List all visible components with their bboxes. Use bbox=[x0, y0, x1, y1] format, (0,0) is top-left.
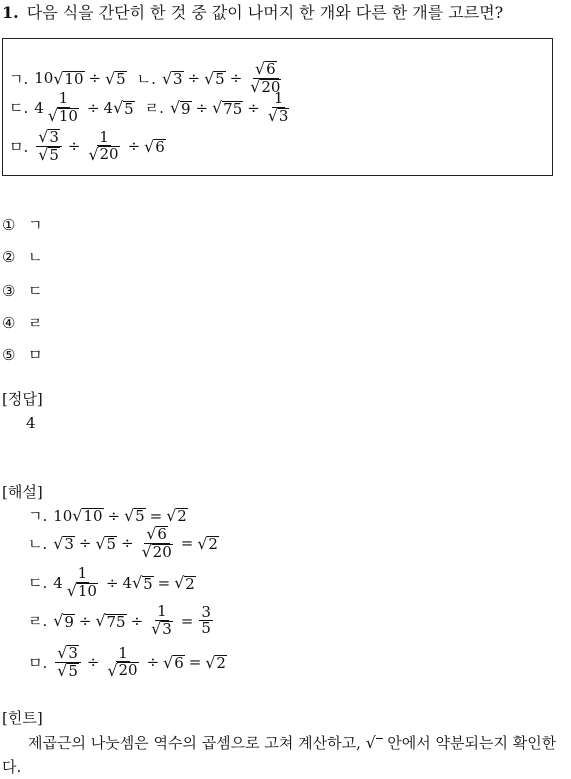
solution-row-4 bbox=[28, 604, 215, 638]
expr-d: √ 9 ÷ √ 75 ÷ 1 √ 3 bbox=[169, 89, 289, 125]
solution-row-5 bbox=[28, 645, 227, 680]
choice-5[interactable] bbox=[2, 344, 43, 365]
solution-expr-d: √ 9 ÷ √ 75 ÷ 1 √ 3 = $\frac{3}{5}$ bbox=[53, 602, 211, 638]
solution-label-4: ㄹ. bbox=[28, 612, 48, 631]
answer-value: 4 bbox=[26, 414, 36, 432]
choice-1[interactable] bbox=[2, 214, 43, 235]
choice-4-number: ④ bbox=[2, 314, 16, 332]
hint-text-before: 제곱근의 나눗셈은 역수의 곱셈으로 고쳐 계산하고, bbox=[28, 734, 361, 752]
radical-symbol: √ bbox=[366, 731, 383, 755]
expr-c: 4 1 √ 10 ÷ 4 √ 5 bbox=[34, 89, 134, 125]
box-label-2: ㄴ. bbox=[136, 69, 156, 88]
solution-row-1 bbox=[28, 505, 188, 526]
solution-expr-e: √ 3 √ 5 ÷ 1 √ 20 ÷ √ 6 = √ 2 bbox=[57, 643, 226, 681]
solution-label-3: ㄷ. bbox=[28, 574, 48, 593]
choice-2-number: ② bbox=[2, 248, 16, 266]
choice-2[interactable] bbox=[2, 246, 43, 267]
solution-expr-a: 10 √ 10 ÷ √ 5 = √ 2 bbox=[53, 506, 187, 526]
expr-e: √ 3 √ 5 ÷ 1 √ 20 ÷ √ 6 bbox=[38, 127, 165, 165]
solution-label-5: ㅁ. bbox=[28, 653, 48, 672]
choice-1-number: ① bbox=[2, 216, 16, 234]
choice-3-number: ③ bbox=[2, 282, 16, 300]
hint-text bbox=[2, 731, 571, 779]
choice-3-label: ㄷ bbox=[28, 282, 43, 300]
box-row-2 bbox=[9, 91, 293, 125]
expression-box bbox=[2, 38, 553, 176]
expr-a: 10 √ 10 ÷ √ 5 bbox=[34, 68, 126, 89]
solution-row-3 bbox=[28, 566, 196, 600]
question-text: 다음 식을 간단히 한 것 중 값이 나머지 한 개와 다른 한 개를 고르면? bbox=[26, 3, 504, 22]
choice-5-number: ⑤ bbox=[2, 346, 16, 364]
choice-3[interactable] bbox=[2, 280, 43, 301]
box-label-5: ㅁ. bbox=[9, 137, 29, 156]
hint-header: [힌트] bbox=[2, 709, 43, 727]
expr-b: √ 3 ÷ √ 5 ÷ √ 6 √ 20 bbox=[161, 59, 281, 97]
choice-5-label: ㅁ bbox=[28, 346, 43, 364]
answer-header: [정답] bbox=[2, 390, 43, 408]
box-label-4: ㄹ. bbox=[144, 99, 164, 118]
solution-expr-c: 4 1 √ 10 ÷ 4 √ 5 = √ 2 bbox=[53, 564, 195, 600]
solution-label-1: ㄱ. bbox=[28, 507, 48, 525]
box-label-1: ㄱ. bbox=[9, 69, 29, 88]
choice-4[interactable] bbox=[2, 312, 43, 333]
solution-label-2: ㄴ. bbox=[28, 534, 48, 553]
box-row-3 bbox=[9, 129, 166, 164]
choice-4-label: ㄹ bbox=[28, 314, 43, 332]
solution-header: [해설] bbox=[2, 483, 43, 501]
choice-2-label: ㄴ bbox=[28, 248, 43, 266]
question-number: 1. bbox=[2, 3, 19, 22]
hint-text-after: 안에서 약분되는지 확인한다. bbox=[2, 734, 557, 776]
choice-1-label: ㄱ bbox=[28, 216, 43, 234]
box-label-3: ㄷ. bbox=[9, 99, 29, 118]
solution-expr-b: √ 3 ÷ √ 5 ÷ √ 6 √ 20 = √ 2 bbox=[53, 524, 218, 562]
solution-row-2 bbox=[28, 526, 219, 561]
question bbox=[2, 0, 503, 23]
